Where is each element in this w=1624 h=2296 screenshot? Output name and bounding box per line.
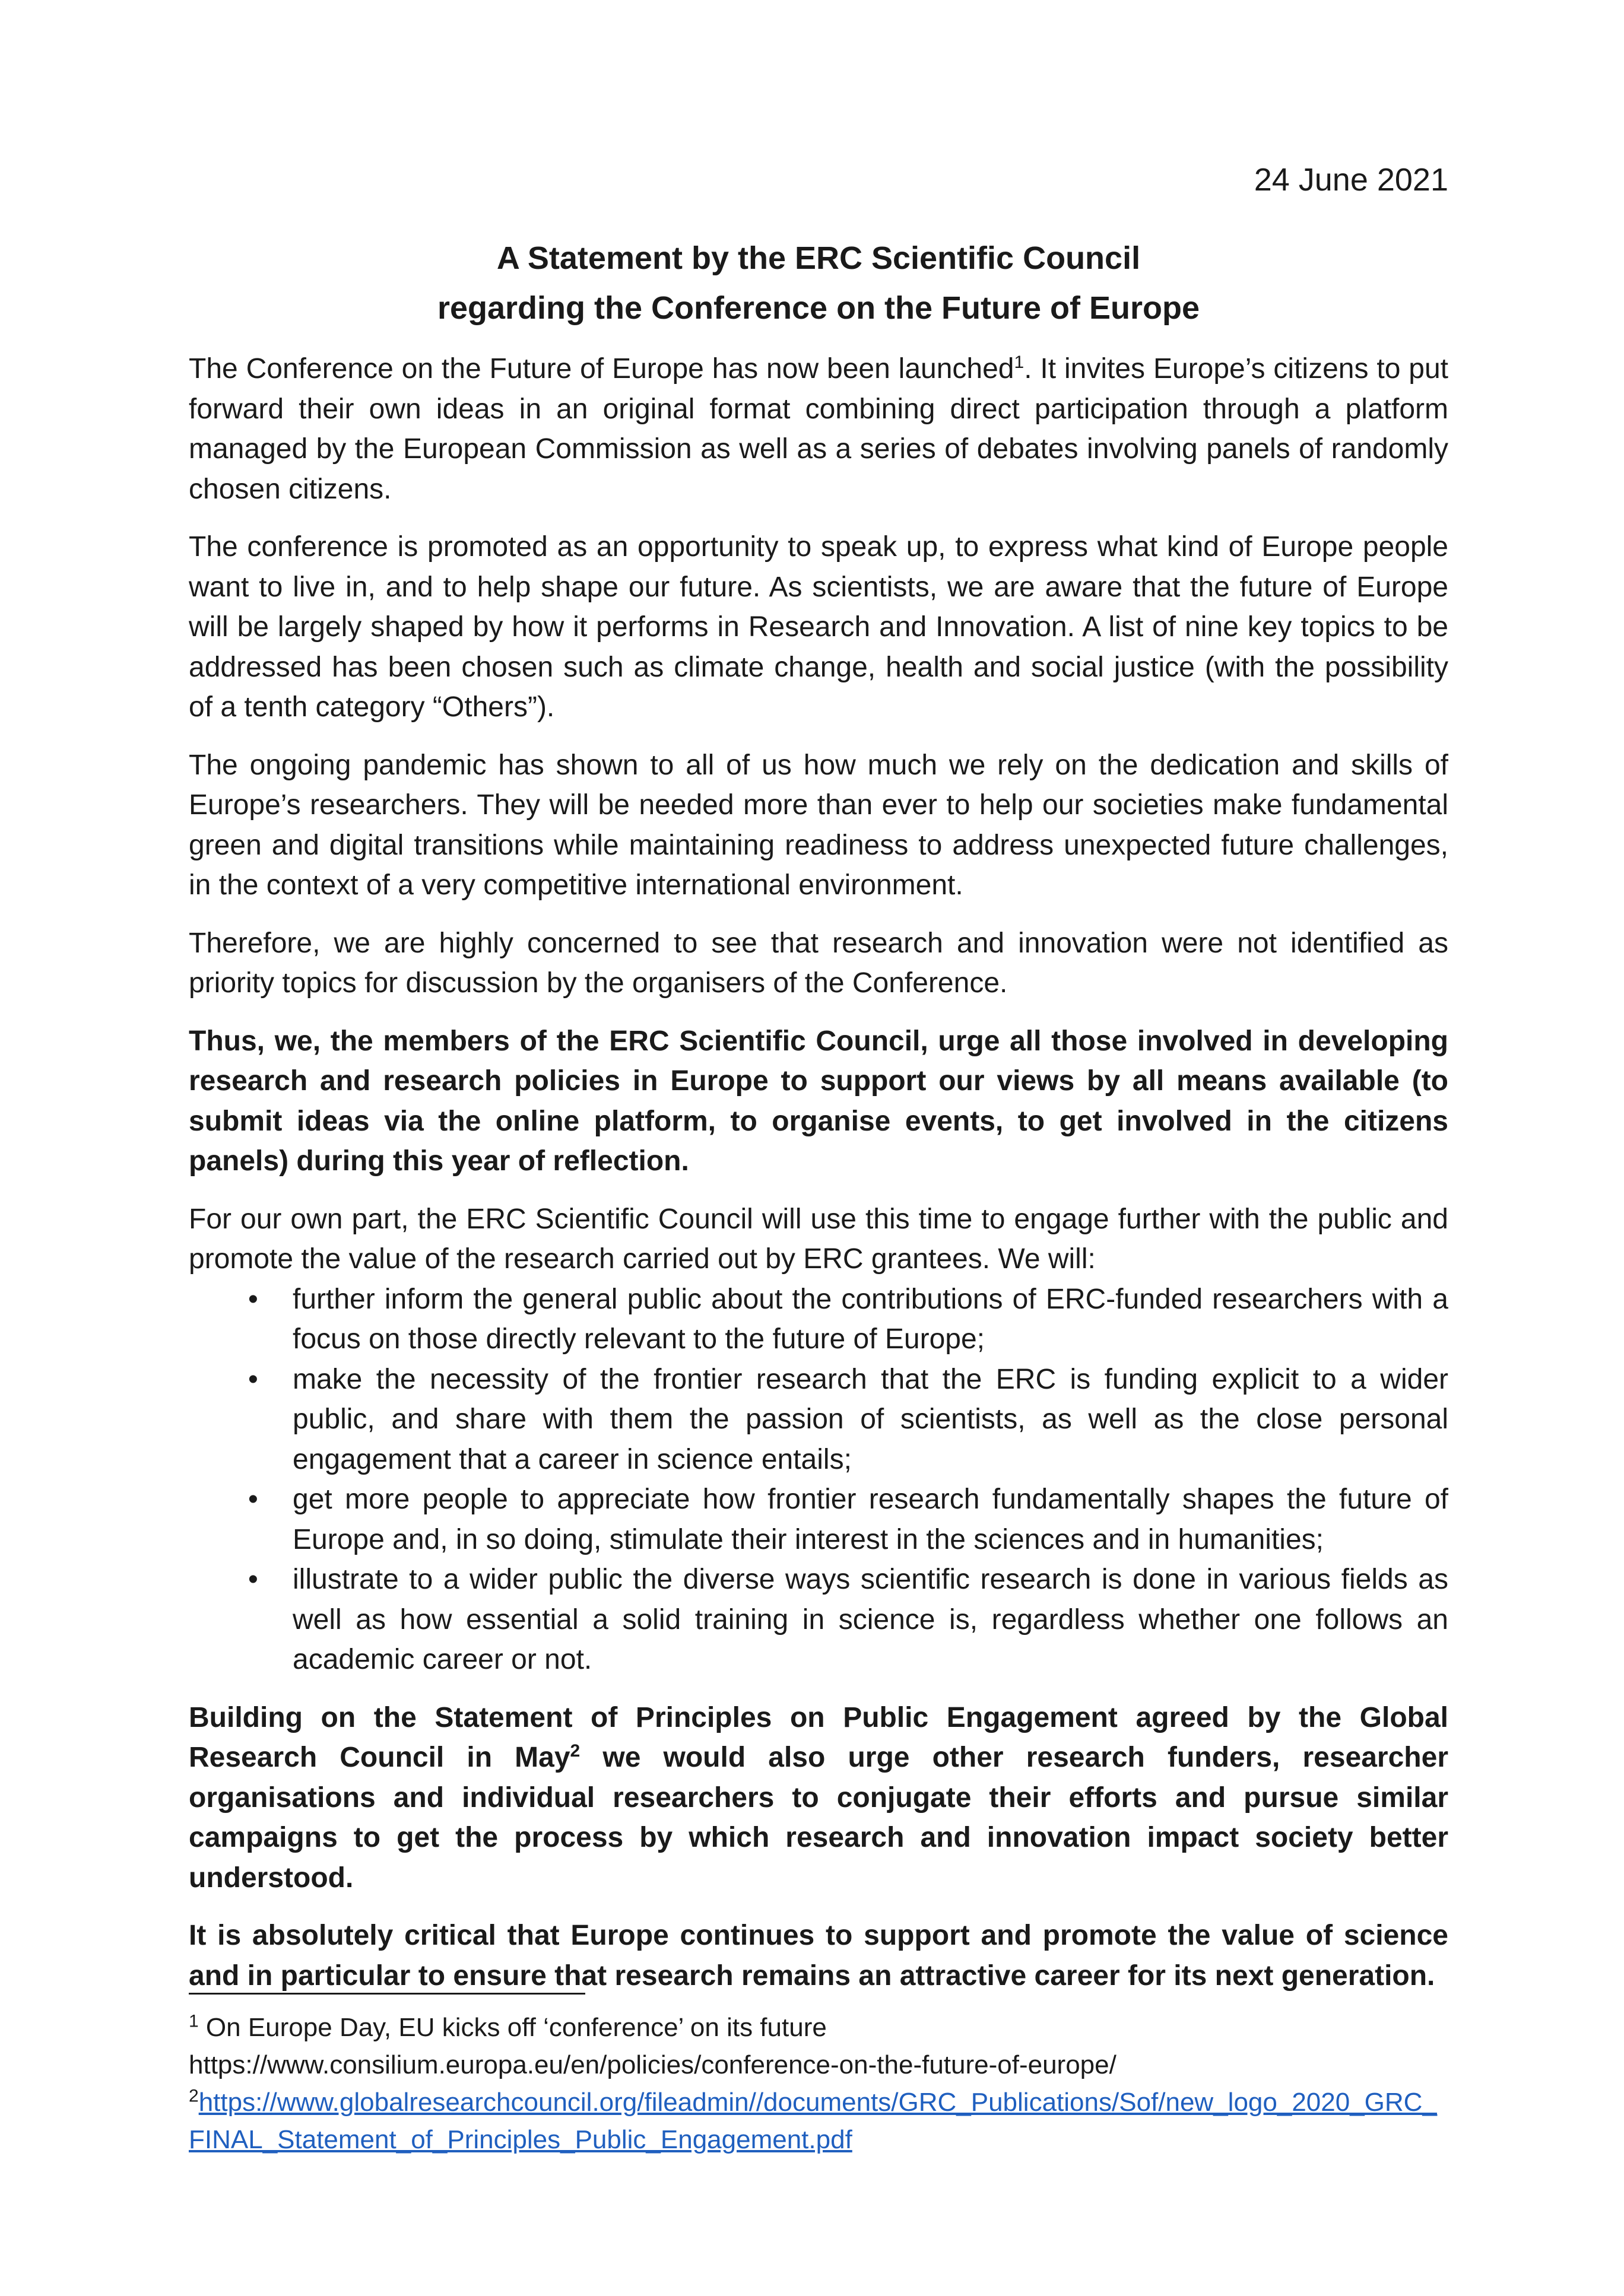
paragraph-2: The conference is promoted as an opportunity to speak up, to express what kind of Europe people want to live in, and to help shape our future. As scientists, we are aware that the future of Europe will be largely shaped by how it performs in Research and Innovation. A list of nine key topics to be addressed has been chosen such as climate change, health and social justice (with the possibility of a tenth category “Others”). [189, 531, 1448, 723]
title-line-2: regarding the Conference on the Future of Europe [437, 290, 1200, 326]
footnote-1-text: On Europe Day, EU kicks off ‘conference’ on its future [198, 2013, 827, 2042]
list-item-text: further inform the general public about the contributions of ERC-funded researchers with a focus on those directly relevant to the future of Europe; [293, 1283, 1448, 1355]
footnote-divider [189, 1993, 585, 1995]
footnote-2-number: 2 [189, 2086, 199, 2106]
paragraph-1-text-b: . It invites Europe’s citizens to put forward their own ideas in an original format combining direct participation through a platform managed by the European Commission as well as a series of debates involving panels of randomly chosen citizens. [189, 353, 1449, 505]
paragraph-7-text-a: Building on the Statement of Principles on Public Engagement agreed by the Global Research Council in May [189, 1701, 1448, 1773]
list-item-text: make the necessity of the frontier research that the ERC is funding explicit to a wider public, and share with them the passion of scientists, as well as the close personal engagement that a career in science entails; [293, 1363, 1448, 1475]
paragraph-7-text-b: we would also urge other research funders, researcher organisations and individual researchers to conjugate their efforts and pursue similar campaigns to get the process by which research and innovation impact society better understood. [189, 1742, 1449, 1894]
list-item [189, 1279, 1448, 1360]
bullet-icon: • [248, 1363, 258, 1395]
paragraph-1 [189, 349, 1448, 509]
list-item [189, 1560, 1448, 1680]
document-body [189, 349, 1448, 2014]
footnote-ref-1[interactable]: 1 [1014, 353, 1024, 372]
list-item-text: get more people to appreciate how frontier research fundamentally shapes the future of Europe and, in so doing, stimulate their interest in the sciences and in humanities; [293, 1484, 1448, 1555]
paragraph-7 [189, 1698, 1448, 1898]
paragraph-3: The ongoing pandemic has shown to all of us how much we rely on the dedication and skills of Europe’s researchers. They will be needed more than ever to help our societies make fundamental green and digital transitions while maintaining readiness to address unexpected future challenges, in the context of a very competitive international environment. [189, 749, 1448, 901]
footnote-ref-2[interactable]: 2 [570, 1741, 581, 1761]
bullet-icon: • [248, 1283, 258, 1315]
footnote-2-link[interactable]: https://www.globalresearchcouncil.org/fileadmin//documents/GRC_Publications/Sof/new_logo_2020_GRC_FINAL_Statement_of_Principles_Public_Engagement.pdf [189, 2088, 1437, 2154]
document-title [189, 233, 1448, 333]
list-item [189, 1360, 1448, 1480]
title-line-1: A Statement by the ERC Scientific Council [496, 240, 1141, 276]
commitments-list [189, 1279, 1448, 1680]
bullet-icon: • [248, 1564, 258, 1595]
footnote-1-number: 1 [189, 2011, 199, 2031]
paragraph-6: For our own part, the ERC Scientific Council will use this time to engage further with the public and promote the value of the research carried out by ERC grantees. We will: [189, 1203, 1448, 1275]
paragraph-8: It is absolutely critical that Europe continues to support and promote the value of science and in particular to ensure that research remains an attractive career for its next generation. [189, 1920, 1448, 1992]
list-item [189, 1479, 1448, 1560]
footnote-2 [189, 2084, 1448, 2158]
footnote-1 [189, 2009, 1448, 2046]
paragraph-5: Thus, we, the members of the ERC Scientific Council, urge all those involved in developing research and research policies in Europe to support our views by all means available (to submit ideas via the online platform, to organise events, to get involved in the citizens panels) during this year of reflection. [189, 1025, 1448, 1177]
paragraph-1-text-a: The Conference on the Future of Europe has now been launched [189, 353, 1014, 385]
bullet-icon: • [248, 1484, 258, 1515]
paragraph-4: Therefore, we are highly concerned to see that research and innovation were not identified as priority topics for discussion by the organisers of the Conference. [189, 927, 1448, 999]
footnote-1-url: https://www.consilium.europa.eu/en/policies/conference-on-the-future-of-europe/ [189, 2050, 1116, 2079]
list-item-text: illustrate to a wider public the diverse ways scientific research is done in various fields as well as how essential a solid training in science is, regardless whether one follows an academic career or not. [293, 1564, 1448, 1675]
document-date: 24 June 2021 [1254, 162, 1448, 198]
footnotes [189, 2009, 1448, 2158]
